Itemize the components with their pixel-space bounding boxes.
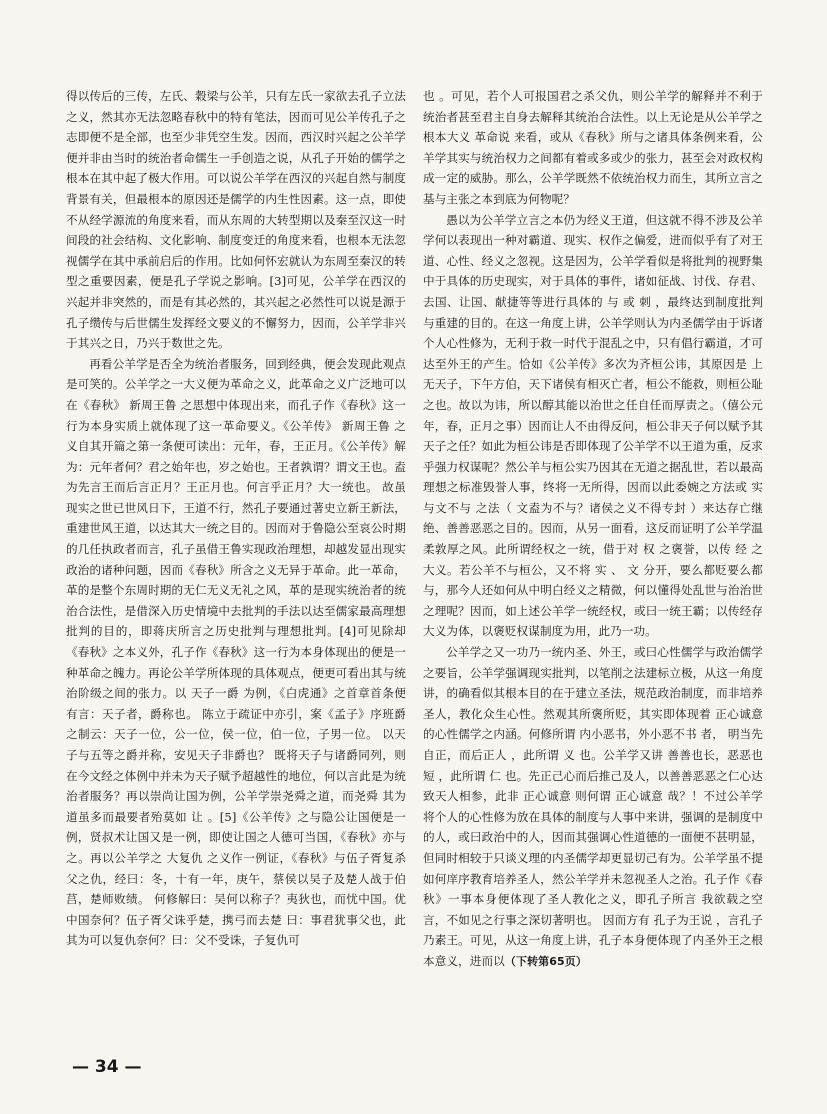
paragraph-text: 公羊学之又一功乃一统内圣、外王，或曰心性儒学与政治儒学之要旨，公羊学强调现实批判，以笔削之法建标立极，从这一角度讲，的确看似其根本目的在于建立圣法，规范政治制度，而非培养圣人，教化众生心性。然观其所褒所贬，其实即体现着 正心诚意 的心性儒学之内涵。何修所谓 内小恶书，外小恶不书 者， 明当先自正，而后正人 ，此所谓 义 也。公羊学又讲 善善也长，恶恶也短 ，此所谓 仁 也。先正己心而后推己及人，以善善恶恶之仁心达致天人相参，此非 正心诚意 则何谓 正心诚意 哉？！不过公羊学将个人的心性修为放在具体的制度与人事中来讲，强调的是制度中的人，或曰政治中的人，因而其强调心性道德的一面便不甚明显，但同时相较于只谈义理的内圣儒学却更显切己有为。公羊学虽不提如何庠序教育培养圣人，然公羊学并未忽视圣人之治。孔子作《春秋》一事本身便体现了圣人教化之义，即孔子所言 我欲载之空言，不如见之行事之深切著明也。 因而方有 孔子为王说 ，言孔子乃素王。可见，从这一角度上讲，孔子本身便体现了内圣外王之根本意义，进而以 <box>423 645 763 968</box>
paragraph: 得以传后的三传，左氏、穀梁与公羊，只有左氏一家欲去孔子立法之义，然其亦无法忽略春秋中的特有笔法，因而可见公羊传孔子之志即便不是全部，也至少非凭空生发。因而，西汉时兴起之公羊学便并非由当时的统治者命儒生一手创造之说，从孔子开始的儒学之根本在其中起了极大作用。可以说公羊学在西汉的兴起自然与制度背景有关，但最根本的原因还是儒学的内生性因素。这一点，即使不从经学源流的角度来看，而从东周的大转型期以及秦至汉这一时间段的社会结构、文化影响、制度变迁的角度来看，也根本无法忽视儒学在其中承前启后的作用。比如何怀宏就认为东周至秦汉的转型之重要因素，便是孔子学说之影响。[3]可见，公羊学在西汉的兴起并非突然的，而是有其必然的，其兴起之必然性可以说是源于孔子缵传与后世儒生发挥经文要义的不懈努力，因而，公羊学非兴于其兴之日，乃兴于数世之先。 <box>66 89 406 351</box>
left-column <box>66 86 406 951</box>
right-column <box>423 86 763 973</box>
page-number: — 34 — <box>72 1057 142 1077</box>
paragraph: 愚以为公羊学立言之本仍为经义王道，但这就不得不涉及公羊学何以表现出一种对霸道、现实、权作之偏爱，进而似乎有了对王道、心性、经义之忽视。这是因为，公羊学看似是将批判的视野集中于具体的历史现实，对于具体的事件，诸如征战、讨伐、存君、去国、让国、献捷等等进行具体的 与 或 刺 ，最终达到制度批判与重建的目的。在这一角度上讲，公羊学则认为内圣儒学由于诉诸个人心性修为，无利于救一时代于混乱之中，只有倡行霸道，才可达至外王的产生。恰如《公羊传》多次为齐桓公讳，其原因是 上无天子，下午方伯，天下诸侯有相灭亡者，桓公不能救，则桓公耻之也。故以为讳，所以醇其能以治世之任自任而厚责之。（僖公元年，春，正月之事）因而让人不由得反问，桓公非天子何以赋予其天子之任？如此为桓公讳是否即体现了公羊学不以王道为重，反求乎强力权谋呢？然公羊与桓公实乃因其在无道之据乱世，若以最高理想之标准毁誉人事，终将一无所得，因而以此委婉之方法或 实与文不与 之法（ 文盍为不与？诸侯之义不得专封 ）来达存亡继绝、善善恶恶之目的。因而，从另一面看，这反而证明了公羊学温柔敦厚之风。此所谓经权之一统，借于对 权 之褒誉，以传 经 之大义。若公羊不与桓公，又不将 实 、 文 分开，要么都贬要么都与，那今人还如何从中明白经义之精微，何以懂得处乱世与治治世之理呢？因而，如上述公羊学一统经权，或曰一统王霸；以传经存大义为体，以褒贬权谋制度为用，此乃一功。 <box>423 212 763 639</box>
continued-note: （下转第65页） <box>504 954 587 968</box>
paragraph: 也 。可见，若个人可报国君之杀父仇，则公羊学的解释并不利于统治者甚至君主自身去解释其统治合法性。以上无论是从公羊学之根本大义 革命说 来看，或从《春秋》所与之诸具体条例来看，公羊学其实与统治权力之间都有着或多或少的张力，甚至会对政权构成一定的威胁。那么，公羊学既然不依统治权力而生，其所立言之基与主张之本到底为何物呢？ <box>423 89 763 206</box>
paragraph <box>423 642 763 973</box>
paragraph: 再看公羊学是否全为统治者服务，回到经典，便会发现此观点是可笑的。公羊学之一大义便为革命之义，此革命之义广泛地可以在《春秋》 新周王鲁 之思想中体现出来，而孔子作《春秋》这一行为本身实质上就体现了这一革命要义。《公羊传》 新周王鲁 之义自其开篇之第一条便可读出：元年，春，王正月。《公羊传》解为：元年者何？君之始年也，岁之始也。王者孰谓？谓文王也。盍为先言王而后言正月？王正月也。何言乎正月？大一统也。 故虽现实之世已世风日下，王道不行，然孔子要通过著史立新王新法，重建世风王道，以达其大一统之目的。因而对于鲁隐公至哀公时期的几任执政者而言，孔子虽借王鲁实现政治理想，却越发显出现实政治的诸种问题，因而《春秋》所含之义无异于革命。此一革命，革的是整个东周时期的无仁无义无礼之风，革的是现实统治者的统治合法性，是借深入历史情境中去批判的手法以达至儒家最高理想批判的目的，即蒋庆所言之历史批判与理想批判。[4]可见除却《春秋》之本义外，孔子作《春秋》这一行为本身体现出的便是一种革命之魄力。再论公羊学所体现的具体观点，便更可看出其与统治阶级之间的张力。以 天子一爵 为例，《白虎通》之首章首条便有言：天子者，爵称也。 陈立于疏证中亦引，案《孟子》序班爵之制云：天子一位，公一位，侯一位，伯一位，子男一位。 以天子与五等之爵并称，安见天子非爵也？ 既将天子与诸爵同列，则在今文经之体例中并未为天子赋予超越性的地位，何以言此是为统治者服务？再以崇尚让国为例，公羊学崇尧舜之道，而尧舜 其为道虽多而最要者殆莫如 让 。[5]《公羊传》之与隐公让国便是一例，贤叔术让国又是一例，即使让国之人德可当国，《春秋》亦与之。再以公羊学之 大复仇 之义作一例证，《春秋》与伍子胥复杀父之仇，经曰：冬，十有一年，庚午，蔡侯以吴子及楚人战于伯莒，楚师败绩。 何修解曰：吴何以称子？夷狄也，而忧中国。优中国奈何？伍子胥父诛乎楚，携弓而去楚 曰：事君犹事父也，此其为可以复仇奈何？曰：父不受诛，子复仇可 <box>66 356 406 948</box>
